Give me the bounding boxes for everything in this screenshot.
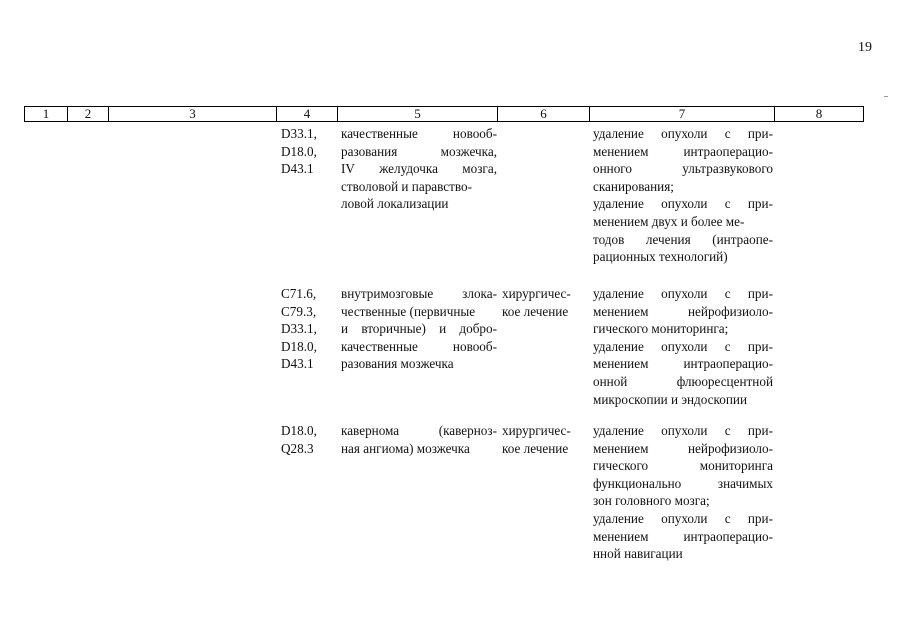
method-line: нной навигации — [593, 546, 683, 562]
method-line — [593, 373, 773, 391]
treatment-cell — [502, 285, 588, 320]
word: онного — [593, 161, 632, 177]
method-line: менением двух и более ме- — [593, 213, 745, 229]
diagnosis-line — [341, 125, 497, 143]
diagnosis-line: разования мозжечка — [341, 356, 454, 372]
word: ультразвукового — [682, 161, 773, 177]
word: мониторинга — [699, 458, 773, 474]
diagnosis-line — [341, 422, 497, 440]
word: удаление — [593, 286, 644, 301]
word: с — [724, 510, 731, 526]
method-line: рационных технологий) — [593, 249, 728, 265]
method-line — [593, 143, 773, 161]
word: менением — [593, 528, 649, 544]
column-number-1: 1 — [25, 107, 68, 122]
icd-code: D43.1 — [281, 161, 314, 177]
word: с — [724, 126, 731, 141]
method-line — [593, 457, 773, 475]
icd-code: C79.3, — [281, 303, 317, 319]
word: мозжечка, — [440, 143, 497, 159]
diagnosis-line — [341, 320, 497, 338]
icd-codes-cell — [281, 125, 339, 178]
word: менением — [593, 440, 649, 456]
icd-code: D18.0, — [281, 338, 317, 354]
word: при- — [747, 338, 773, 354]
word: опухоли — [661, 286, 708, 301]
icd-code: D43.1 — [281, 356, 314, 372]
treatment-line: кое лечение — [502, 440, 569, 456]
method-line — [593, 510, 773, 528]
treatment-line: кое лечение — [502, 303, 569, 319]
method-line — [593, 355, 773, 373]
method-line — [593, 160, 773, 178]
word: опухоли — [661, 338, 708, 354]
word: новооб- — [452, 126, 497, 141]
word: флюоресцентной — [676, 373, 773, 389]
word: (каверноз- — [438, 423, 497, 438]
method-line — [593, 338, 773, 356]
column-number-header — [24, 106, 864, 122]
word: с — [724, 338, 731, 354]
word: функционально — [593, 475, 682, 491]
word: удаление — [593, 510, 644, 526]
word: при- — [747, 510, 773, 526]
word: удаление — [593, 338, 644, 354]
diagnosis-cell — [341, 125, 497, 213]
diagnosis-line — [341, 160, 497, 178]
word: гического — [593, 458, 649, 474]
method-cell — [593, 285, 773, 408]
diagnosis-cell — [341, 285, 497, 373]
word: опухоли — [661, 126, 708, 141]
page-number: 19 — [858, 40, 872, 55]
word: внутримозговые — [341, 286, 434, 301]
icd-code: D33.1, — [281, 321, 317, 337]
icd-code: C71.6, — [281, 286, 317, 301]
word: тодов — [593, 231, 625, 247]
column-number-8: 8 — [775, 107, 864, 122]
word: мозга, — [462, 161, 497, 177]
icd-codes-cell — [281, 422, 339, 457]
method-line — [593, 125, 773, 143]
word: злока- — [462, 286, 497, 301]
word: (интраопе- — [712, 231, 773, 247]
column-number-3: 3 — [109, 107, 277, 122]
icd-code: D18.0, — [281, 423, 317, 438]
column-number-7: 7 — [590, 107, 775, 122]
word: опухоли — [661, 423, 708, 438]
method-line — [593, 528, 773, 546]
method-line: микроскопии и эндоскопии — [593, 391, 748, 407]
word: IV — [341, 161, 355, 177]
word: вторичные) — [361, 321, 426, 337]
diagnosis-line: чественные (первичные — [341, 303, 476, 319]
word: менением — [593, 143, 649, 159]
word: новооб- — [452, 338, 497, 354]
icd-code: D18.0, — [281, 143, 317, 159]
method-line: сканирования; — [593, 178, 674, 194]
method-line: гического мониторинга; — [593, 321, 729, 337]
icd-codes-cell — [281, 285, 339, 373]
word: интраоперацио- — [683, 143, 773, 159]
method-line: зон головного мозга; — [593, 493, 710, 509]
word: при- — [747, 196, 773, 212]
word: при- — [747, 286, 773, 301]
column-number-2: 2 — [68, 107, 109, 122]
word: интраоперацио- — [683, 528, 773, 544]
word: значимых — [717, 475, 773, 491]
word: удаление — [593, 196, 644, 212]
word: качественные — [341, 338, 418, 354]
word: удаление — [593, 126, 644, 141]
word: добро- — [459, 321, 497, 337]
icd-code: D33.1, — [281, 126, 317, 141]
word: опухоли — [661, 510, 708, 526]
diagnosis-line — [341, 338, 497, 356]
word: лечения — [645, 231, 691, 247]
treatment-cell — [502, 422, 588, 457]
method-cell — [593, 422, 773, 563]
word: опухоли — [661, 196, 708, 212]
method-line — [593, 422, 773, 440]
word: с — [724, 423, 731, 438]
word: и — [341, 321, 349, 337]
word: качественные — [341, 126, 418, 141]
method-line — [593, 475, 773, 493]
header-row — [25, 107, 864, 122]
word: онной — [593, 373, 628, 389]
margin-mark — [884, 96, 888, 97]
method-cell — [593, 125, 773, 266]
word: нейрофизиоло- — [687, 440, 773, 456]
method-line — [593, 303, 773, 321]
word: кавернома — [341, 423, 400, 438]
method-line — [593, 195, 773, 213]
word: желудочка — [379, 161, 438, 177]
word: разования — [341, 143, 398, 159]
diagnosis-line: ловой локализации — [341, 196, 449, 212]
word: с — [724, 196, 731, 212]
diagnosis-line: стволовой и паравство- — [341, 178, 473, 194]
word: нейрофизиоло- — [687, 303, 773, 319]
column-number-5: 5 — [338, 107, 498, 122]
word: менением — [593, 303, 649, 319]
word: при- — [747, 126, 773, 141]
word: менением — [593, 356, 649, 372]
diagnosis-line — [341, 143, 497, 161]
word: удаление — [593, 423, 644, 438]
method-line — [593, 440, 773, 458]
word: с — [724, 286, 731, 301]
treatment-line: хирургичес- — [502, 423, 571, 438]
word: при- — [747, 423, 773, 438]
column-number-6: 6 — [498, 107, 590, 122]
diagnosis-cell — [341, 422, 497, 457]
icd-code: Q28.3 — [281, 440, 314, 456]
method-line — [593, 231, 773, 249]
method-line — [593, 285, 773, 303]
treatment-line: хирургичес- — [502, 286, 571, 301]
diagnosis-line — [341, 285, 497, 303]
column-number-4: 4 — [277, 107, 338, 122]
word: и — [439, 321, 447, 337]
diagnosis-line: ная ангиома) мозжечка — [341, 440, 470, 456]
word: интраоперацио- — [683, 356, 773, 372]
